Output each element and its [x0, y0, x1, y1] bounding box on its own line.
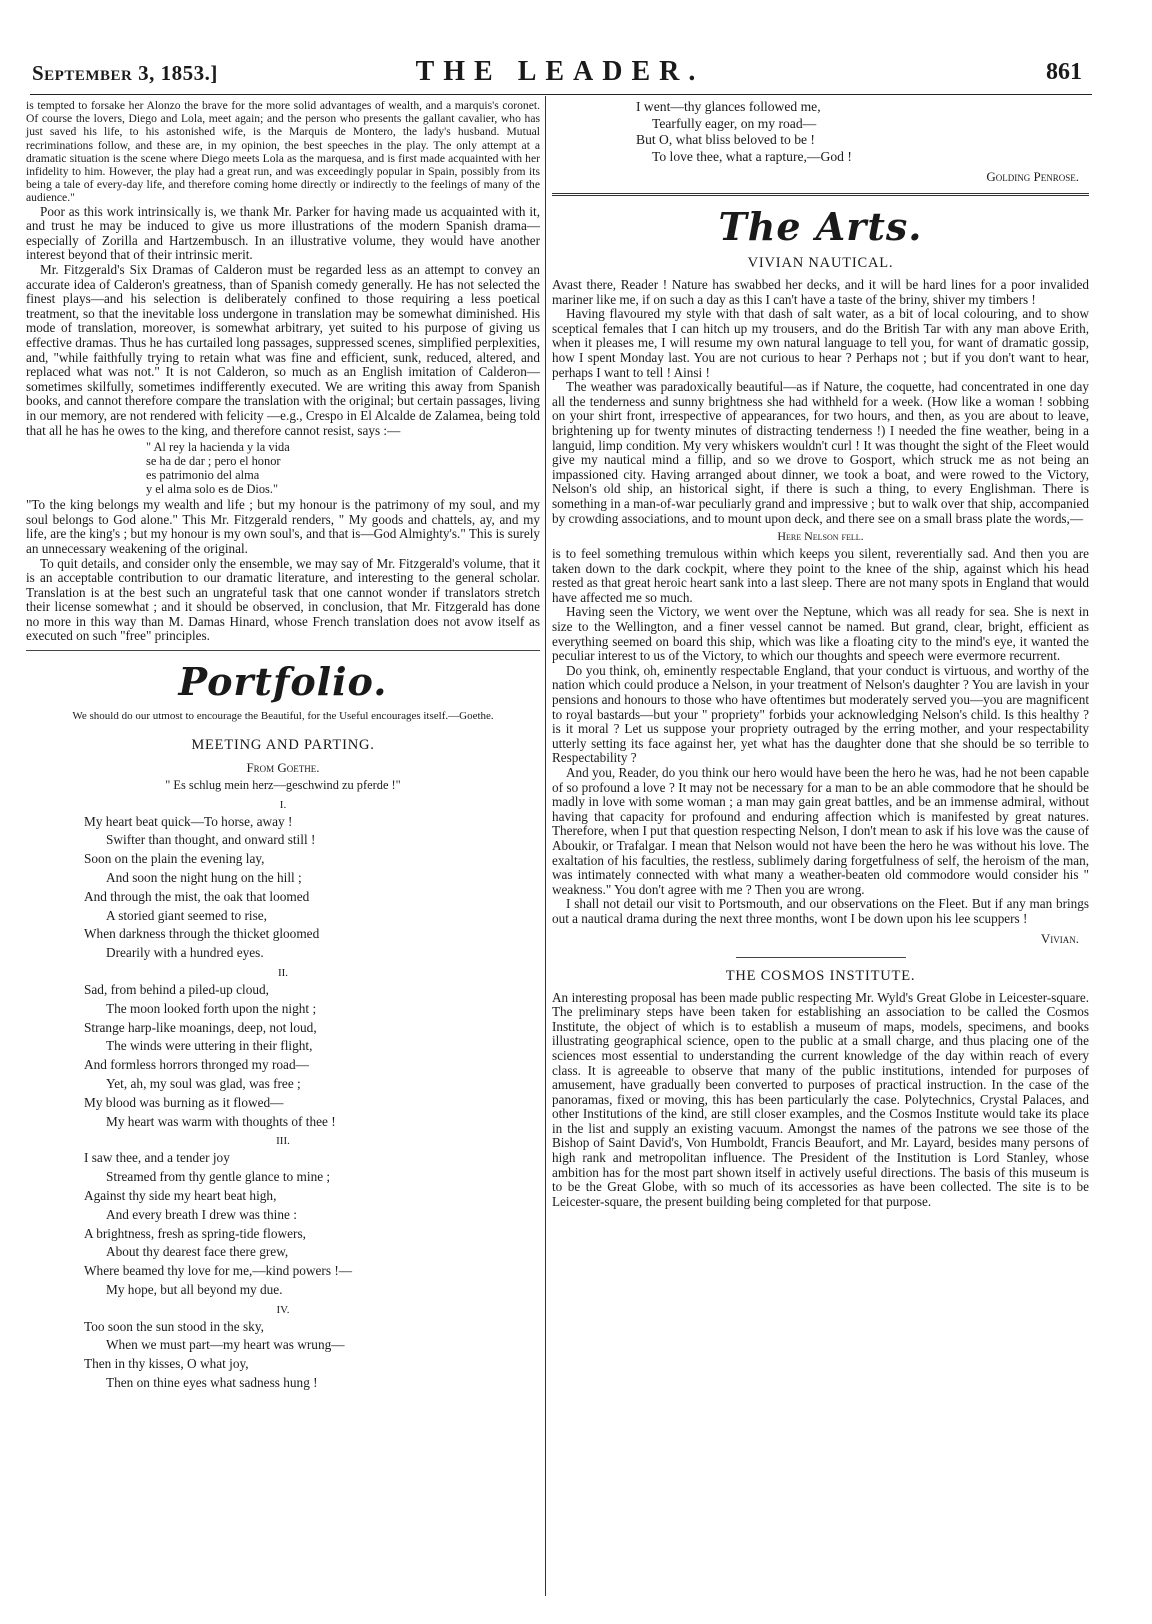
poem-stanza [84, 813, 540, 963]
poem-line: When we must part—my heart was wrung— [106, 1337, 345, 1353]
poem-line: But O, what bliss beloved to be ! [636, 132, 815, 147]
review-quoted-paragraph: is tempted to forsake her Alonzo the brave for the more solid advantages of wealth, and a marquis's coronet. Of course the lovers, Diego and Lola, meet again; and the person who presents the gallant cavalier, who has just saved his life, to his astonished wife, is the Marquis de Montero, the lady's husband. Mutual recriminations follow, and these are, in my opinion, the best speeches in the play. The only attempt at a dramatic situation is the scene where Diego meets Lola as the marquesa, and is first made acquainted with her infidelity to him. However, the play had a great run, and was exceedingly popular in Spain, possibly from its being a tale of every-day life, and therefore coming home directly or indirectly to the feelings of many of the audience." [26, 99, 540, 205]
poem-line: When darkness through the thicket gloomed [84, 926, 320, 942]
poem-line: And through the mist, the oak that loomed [84, 888, 310, 904]
section-rule [26, 650, 540, 651]
poem-line: About thy dearest face there grew, [106, 1244, 289, 1260]
poem-line: Swifter than thought, and onward still ! [106, 832, 316, 848]
review-paragraph: Poor as this work intrinsically is, we thank Mr. Parker for having made us acquainted with it, and trust he may be induced to give us more illustrations of the modern Spanish drama—especially of Zorilla and Hartzembusch. In an illustrative volume, they would have another interest beyond that of their intrinsic merit. [26, 203, 540, 263]
poem-line: The moon looked forth upon the night ; [106, 1000, 317, 1016]
article-separator [736, 957, 906, 958]
poem-line: And soon the night hung on the hill ; [106, 869, 302, 885]
poem-line: And every breath I drew was thine : [106, 1206, 297, 1222]
poem-line: The winds were uttering in their flight, [106, 1038, 313, 1054]
portfolio-heading: Portfolio. [178, 659, 388, 705]
left-column [26, 99, 540, 1393]
review-paragraph: Mr. Fitzgerald's Six Dramas of Calderon must be regarded less as an attempt to convey an accurate idea of Calderon's greatness, than of Spanish comedy generally. He has not selected the finest plays—and his selection is deliberately confined to those requiring a less poetical treatment, so that the inevitable loss undergone in translation may be somewhat diminished. His mode of translation, moreover, is somewhat arbitrary, yet suited to his purpose of giving us effective dramas. Thus he has curtailed long passages, suppressed scenes, simplified perplexities, and, "while faithfully trying to retain what was fine and efficient, sunk, reduced, altered, and replaced what was not." It is not Calderon, so much as an English imitation of Calderon—sometimes skilfully, sometimes indifferently executed. We are writing this away from Spanish books, and cannot therefore compare the translation with the original; but certain passages, living in our memory, are not rendered with felicity —e.g., Crespo in El Alcalde de Zalamea, being told that all he has he owes to the king, and therefore cannot resist, says :— [26, 262, 540, 438]
poem-line: I saw thee, and a tender joy [84, 1150, 230, 1166]
article-paragraph: is to feel something tremulous within which keeps you silent, reverentially sad. And then you are taken down to the dark cockpit, where they point to the knee of the ship, against which his head rested as that great heroic heart sank into a last sleep. There are not many spots in England that would have affected me so much. [552, 546, 1089, 605]
poem-epigraph: " Es schlug mein herz—geschwind zu pferde !" [165, 777, 401, 792]
article-paragraph: I shall not detail our visit to Portsmouth, and our observations on the Fleet. But if any man brings out a nautical drama during the next three months, wont I be down upon his lee scuppers ! [552, 896, 1089, 926]
verse-line: y el alma solo es de Dios." [146, 482, 279, 497]
poem-line: And formless horrors thronged my road— [84, 1057, 309, 1073]
masthead [30, 52, 1090, 92]
column-divider [545, 96, 546, 1596]
verse-line: " Al rey la hacienda y la vida [146, 440, 290, 455]
brass-plate-inscription: Here Nelson fell. [777, 529, 864, 544]
poem-line: Then on thine eyes what sadness hung ! [106, 1375, 318, 1391]
article-title: THE COSMOS INSTITUTE. [725, 967, 916, 984]
poem-stanza [84, 1318, 540, 1393]
issue-date: September 3, 1853.] [32, 61, 218, 85]
article-paragraph: Having flavoured my style with that dash of salt water, as a bit of local colouring, and to show sceptical females that I can hitch up my trousers, and do the British Tar with any man above Erith, when it pleases me, I will resume my own natural language to tell you, for want of dramatic gossip, how I spent Monday last. You are not curious to hear ? Perhaps not ; but if you don't want to hear, perhaps I want to tell ! Ainsi ! [552, 306, 1089, 380]
verse-line: se ha de dar ; pero el honor [146, 454, 281, 469]
poem-line: Sad, from behind a piled-up cloud, [84, 981, 270, 997]
section-rule [552, 193, 1089, 196]
review-paragraph: To quit details, and consider only the ensemble, we may say of Mr. Fitzgerald's volume, that it is an acceptable contribution to our dramatic literature, and interesting to the general scholar. Translation is at the best such an ungrateful task that one cannot wonder if translators stretch their license somewhat ; and it should be observed, in conclusion, that Mr. Fitzgerald has done no more in this way than M. Damas Hinard, whose French translation does not avow itself as executed on such "free" principles. [26, 555, 540, 644]
article-paragraph: Avast there, Reader ! Nature has swabbed her decks, and it will be hard lines for a poor invalided mariner like me, if on such a day as this I can't have a taste of the briny, shiver my timbers ! [552, 277, 1089, 307]
stanza-number: I. [279, 798, 287, 811]
poem-line: My blood was burning as it flowed— [84, 1094, 284, 1110]
poem-line: Against thy side my heart beat high, [84, 1187, 277, 1203]
poem-line: Too soon the sun stood in the sky, [84, 1318, 264, 1334]
article-paragraph: Having seen the Victory, we went over the Neptune, which was all ready for sea. She is next in size to the Wellington, and a finer vessel cannot be named. But grand, clear, bright, efficient as everything seemed on board this ship, which was like a floating city to the mind's eye, it wanted the peculiar interest to us of the Victory, to which our thoughts and speech were evermore recurrent. [552, 604, 1089, 664]
arts-heading: The Arts. [718, 204, 923, 249]
poem-signature: Golding Penrose. [986, 169, 1079, 184]
stanza-number: IV. [276, 1303, 290, 1316]
article-paragraph: And you, Reader, do you think our hero would have been the hero he was, had he not been capable of so profound a love ? It may not be necessary for a man to be an able commodore that he should be madly in love with some woman ; a man may gain great battles, and be an immense admiral, without having that capacity for profound and enduring affection which is manifested by great natures. Therefore, when I put that question respecting Nelson, I don't mean to ask if his love was the cause of Aboukir, or Trafalgar. I mean that Nelson would not have been the hero he was without his love. The exaltation of his faculties, the restless, sublimely daring forgetfulness of self, the heroism of the man, was intimately connected with what many a weather-beaten old commodore would consider his " weakness." You don't agree with me ? Then you are wrong. [552, 765, 1089, 897]
poem-line: Streamed from thy gentle glance to mine ; [106, 1169, 331, 1185]
poem-title: MEETING AND PARTING. [191, 736, 375, 753]
poem-line: Soon on the plain the evening lay, [84, 851, 265, 867]
poem-stanza [84, 981, 540, 1131]
newspaper-title: THE LEADER. [415, 56, 705, 87]
poem-line: Drearily with a hundred eyes. [106, 945, 264, 961]
poem-line: My heart was warm with thoughts of thee ! [106, 1113, 336, 1129]
poem-line: To love thee, what a rapture,—God ! [652, 148, 852, 164]
poem-line: A storied giant seemed to rise, [106, 907, 268, 923]
poem-line: My heart beat quick—To horse, away ! [84, 813, 293, 829]
article-signature: Vivian. [1040, 930, 1079, 946]
article-paragraph: The weather was paradoxically beautiful—as if Nature, the coquette, had concentrated in one day all the tenderness and sunny brightness she had withheld for a week. (How like a woman ! sobbing on your shirt front, irrespective of appearances, for two hours, and then, as you are about to leave, brightening up for twenty minutes of distracting tenderness !) I needed the fine weather, being in a languid, limp condition. My very whiskers wouldn't curl ! It was thought the sight of the Fleet would give my nautical mind a fillip, and so we drove to Gosport, which struck me as not being an impassioned city. Having arranged about dinner, we took a boat, and were rowed to the Victory, Nelson's old ship, an historical sight, if there is such a thing, to every Englishman. There is something in a man-of-war peculiarly grand and impressive ; but to walk over that ship, accompanied by crowding associations, and to mount upon deck, and there see on a small brass plate the words,— [552, 379, 1089, 526]
review-paragraph: "To the king belongs my wealth and life ; but my honour is the patrimony of my soul, and my soul belongs to God alone." This Mr. Fitzgerald renders, " My goods and chattels, ay, and my life, are the king's ; but my honour is my own soul's, and that is—God Almighty's." This is surely an unnecessary weakening of the original. [26, 497, 540, 556]
poem-line: Strange harp-like moanings, deep, not loud, [84, 1019, 317, 1035]
verse-line: es patrimonio del alma [146, 468, 260, 483]
poem-attribution: From Goethe. [246, 759, 320, 775]
poem-line: I went—thy glances followed me, [636, 99, 821, 114]
poem-line: Yet, ah, my soul was glad, was free ; [106, 1075, 301, 1091]
poem-line: Then in thy kisses, O what joy, [84, 1356, 249, 1372]
header-rule [30, 94, 1092, 95]
stanza-number: II. [277, 966, 289, 979]
poem-line: Where beamed thy love for me,—kind powers !— [84, 1263, 353, 1279]
portfolio-motto: We should do our utmost to encourage the Beautiful, for the Useful encourages itself.—Goethe. [72, 710, 494, 723]
poem-line: My hope, but all beyond my due. [106, 1281, 283, 1297]
spanish-verse [146, 440, 540, 496]
poem-continuation [636, 99, 1089, 165]
poem-stanza [84, 1149, 540, 1299]
right-column [552, 99, 1089, 1209]
poem-line: Tearfully eager, on my road— [652, 115, 817, 131]
article-paragraph: An interesting proposal has been made public respecting Mr. Wyld's Great Globe in Leicester-square. The preliminary steps have been taken for establishing an association to be called the Cosmos Institute, the object of which is to establish a museum of maps, models, specimens, and books illustrating geographical science, open to the public at a small charge, and thus placing one of the sciences most essential to understanding the current knowledge of the day within reach of every class. It is agreeable to observe that many of the public institutions, intended for purposes of amusement, have gradually been converted to purposes of practical instruction. In the case of the panoramas, fixed or moving, this has been particularly the case. Polytechnics, Crystal Palaces, and other Institutions of the kind, are still closer examples, and the Cosmos Institute would take its place in the list and supply an existing vacuum. Amongst the names of the patrons we see those of the Bishop of Saint David's, Von Humboldt, Francis Beaufort, and Mr. Layard, besides many persons of high rank and metropolitan influence. The President of the Institution is Lord Stanley, whose ambition has for the most part shown itself in actively useful directions. The basis of this museum is to be the Great Globe, with so much of its accessories as have been collected. The site is to be Leicester-square, the present building being completed for that purpose. [552, 989, 1089, 1209]
poem-line: A brightness, fresh as spring-tide flowers, [84, 1225, 306, 1241]
article-title: VIVIAN NAUTICAL. [747, 255, 894, 271]
stanza-number: III. [276, 1135, 290, 1148]
article-paragraph: Do you think, oh, eminently respectable England, that your conduct is virtuous, and worthy of the nation which could produce a Nelson, in your treatment of Nelson's daughter ? You are lavish in your pensions and honours to those who have oftentimes but moderately served you—you are magnificent to royal bastards—but your " propriety" forbids your acknowledging Nelson's child. Is this healthy ? is it moral ? Let us suppose your propriety outraged by the erring mother, and your respectability utterly setting its face against her, yet what has the daughter done that she should be so terrible to Respectability ? [552, 662, 1089, 766]
page-number: 861 [1046, 59, 1082, 85]
